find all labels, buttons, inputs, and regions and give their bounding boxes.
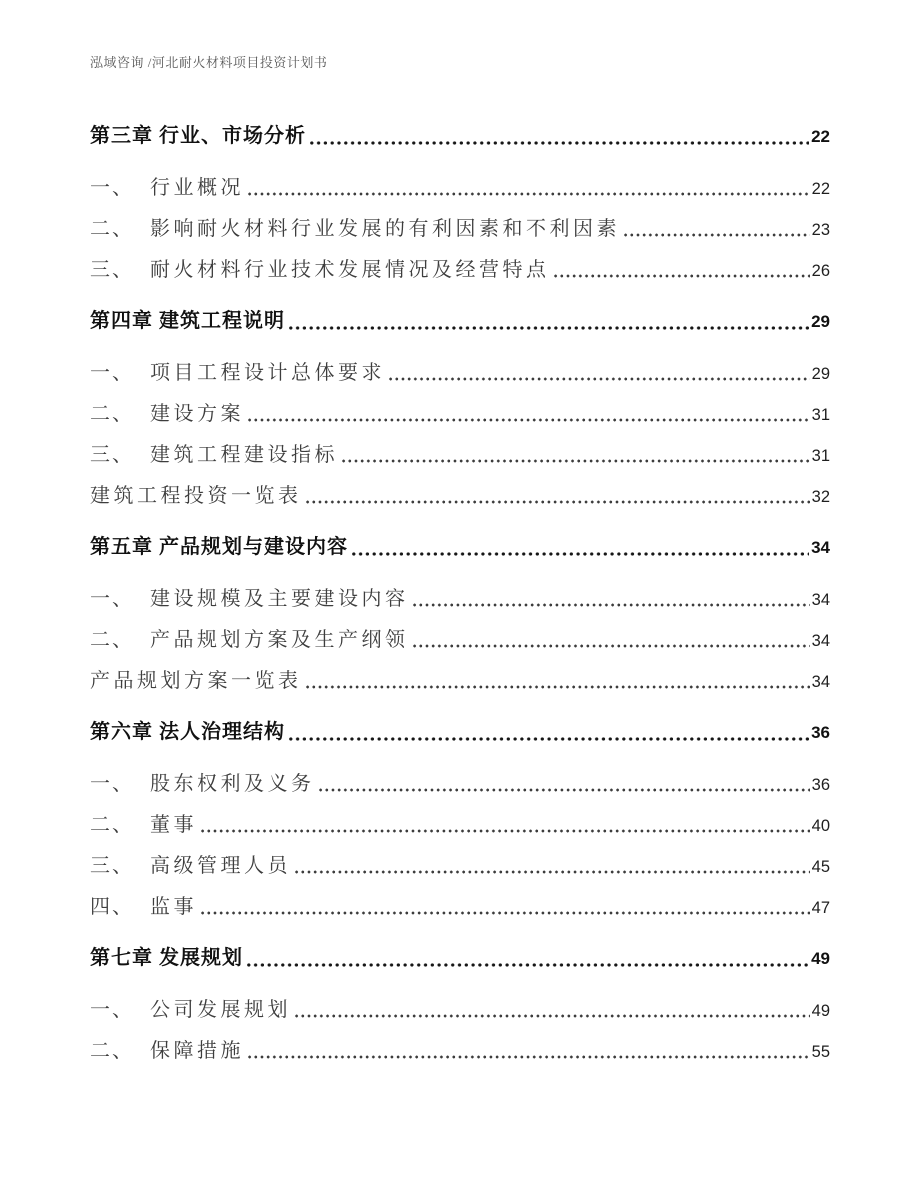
toc-chapter-heading[interactable]	[90, 718, 830, 746]
dot-leader	[306, 500, 810, 504]
document-header-text: 泓域咨询 /河北耐火材料项目投资计划书	[90, 55, 328, 70]
item-page-number: 47	[811, 899, 830, 917]
dot-leader	[295, 1014, 810, 1018]
item-page-number: 55	[811, 1043, 830, 1061]
dot-leader	[319, 788, 810, 792]
dot-leader	[389, 377, 810, 381]
item-title: 项目工程设计总体要求	[150, 362, 385, 384]
dot-leader	[289, 737, 809, 741]
item-title: 产品规划方案一览表	[90, 670, 302, 692]
item-page-number: 49	[811, 1002, 830, 1020]
dot-leader	[247, 963, 809, 967]
dot-leader	[248, 1055, 810, 1059]
item-page-number: 31	[811, 447, 830, 465]
toc-chapter-heading[interactable]	[90, 122, 830, 150]
toc-chapter	[90, 307, 830, 508]
item-title: 建筑工程建设指标	[150, 444, 338, 466]
toc-item[interactable]	[90, 361, 830, 385]
item-number: 二、	[90, 1040, 134, 1062]
item-page-number: 40	[811, 817, 830, 835]
item-title: 建筑工程投资一览表	[90, 485, 302, 507]
item-page-number: 31	[811, 406, 830, 424]
item-number: 二、	[90, 629, 134, 651]
item-title: 监事	[150, 896, 197, 918]
toc-chapter	[90, 533, 830, 693]
dot-leader	[289, 326, 809, 330]
item-number: 一、	[90, 362, 134, 384]
item-number: 二、	[90, 218, 134, 240]
table-of-contents	[90, 122, 830, 1063]
toc-item[interactable]	[90, 669, 830, 693]
chapter-page-number: 36	[811, 723, 830, 742]
toc-item[interactable]	[90, 402, 830, 426]
chapter-title: 第三章 行业、市场分析	[90, 125, 306, 147]
item-number: 一、	[90, 177, 134, 199]
chapter-title: 第七章 发展规划	[90, 947, 243, 969]
dot-leader	[201, 911, 810, 915]
item-page-number: 34	[811, 591, 830, 609]
chapter-page-number: 49	[811, 949, 830, 968]
toc-chapter-heading[interactable]	[90, 307, 830, 335]
toc-chapter	[90, 718, 830, 919]
chapter-title: 第六章 法人治理结构	[90, 721, 285, 743]
toc-item[interactable]	[90, 854, 830, 878]
item-number: 三、	[90, 444, 134, 466]
toc-item[interactable]	[90, 443, 830, 467]
item-number: 四、	[90, 896, 134, 918]
dot-leader	[306, 685, 810, 689]
chapter-page-number: 34	[811, 538, 830, 557]
item-page-number: 34	[811, 673, 830, 691]
item-title: 股东权利及义务	[150, 773, 315, 795]
toc-item[interactable]	[90, 258, 830, 282]
item-title: 公司发展规划	[150, 999, 291, 1021]
item-page-number: 34	[811, 632, 830, 650]
toc-chapter-heading[interactable]	[90, 533, 830, 561]
item-title: 董事	[150, 814, 197, 836]
item-page-number: 32	[811, 488, 830, 506]
dot-leader	[310, 141, 809, 145]
dot-leader	[295, 870, 810, 874]
item-page-number: 36	[811, 776, 830, 794]
chapter-title: 第五章 产品规划与建设内容	[90, 536, 348, 558]
item-page-number: 26	[811, 262, 830, 280]
toc-chapter	[90, 122, 830, 282]
item-number: 一、	[90, 588, 134, 610]
toc-item[interactable]	[90, 998, 830, 1022]
toc-item[interactable]	[90, 217, 830, 241]
dot-leader	[413, 603, 810, 607]
toc-chapter-heading[interactable]	[90, 944, 830, 972]
dot-leader	[554, 274, 810, 278]
item-title: 建设方案	[150, 403, 244, 425]
toc-chapter	[90, 944, 830, 1063]
dot-leader	[413, 644, 810, 648]
item-page-number: 23	[811, 221, 830, 239]
toc-item[interactable]	[90, 895, 830, 919]
item-number: 一、	[90, 999, 134, 1021]
dot-leader	[201, 829, 810, 833]
toc-item[interactable]	[90, 772, 830, 796]
chapter-page-number: 29	[811, 312, 830, 331]
chapter-page-number: 22	[811, 127, 830, 146]
item-number: 三、	[90, 259, 134, 281]
dot-leader	[352, 552, 809, 556]
dot-leader	[342, 459, 810, 463]
toc-item[interactable]	[90, 1039, 830, 1063]
dot-leader	[248, 418, 810, 422]
item-number: 三、	[90, 855, 134, 877]
toc-item[interactable]	[90, 176, 830, 200]
item-title: 高级管理人员	[150, 855, 291, 877]
item-title: 影响耐火材料行业发展的有利因素和不利因素	[150, 218, 620, 240]
toc-item[interactable]	[90, 587, 830, 611]
toc-item[interactable]	[90, 484, 830, 508]
item-page-number: 22	[811, 180, 830, 198]
item-number: 一、	[90, 773, 134, 795]
dot-leader	[624, 233, 810, 237]
dot-leader	[248, 192, 810, 196]
item-title: 产品规划方案及生产纲领	[150, 629, 409, 651]
item-title: 耐火材料行业技术发展情况及经营特点	[150, 259, 550, 281]
item-page-number: 45	[811, 858, 830, 876]
toc-item[interactable]	[90, 628, 830, 652]
chapter-title: 第四章 建筑工程说明	[90, 310, 285, 332]
item-number: 二、	[90, 814, 134, 836]
item-title: 保障措施	[150, 1040, 244, 1062]
item-number: 二、	[90, 403, 134, 425]
item-title: 行业概况	[150, 177, 244, 199]
item-title: 建设规模及主要建设内容	[150, 588, 409, 610]
item-page-number: 29	[811, 365, 830, 383]
toc-item[interactable]	[90, 813, 830, 837]
